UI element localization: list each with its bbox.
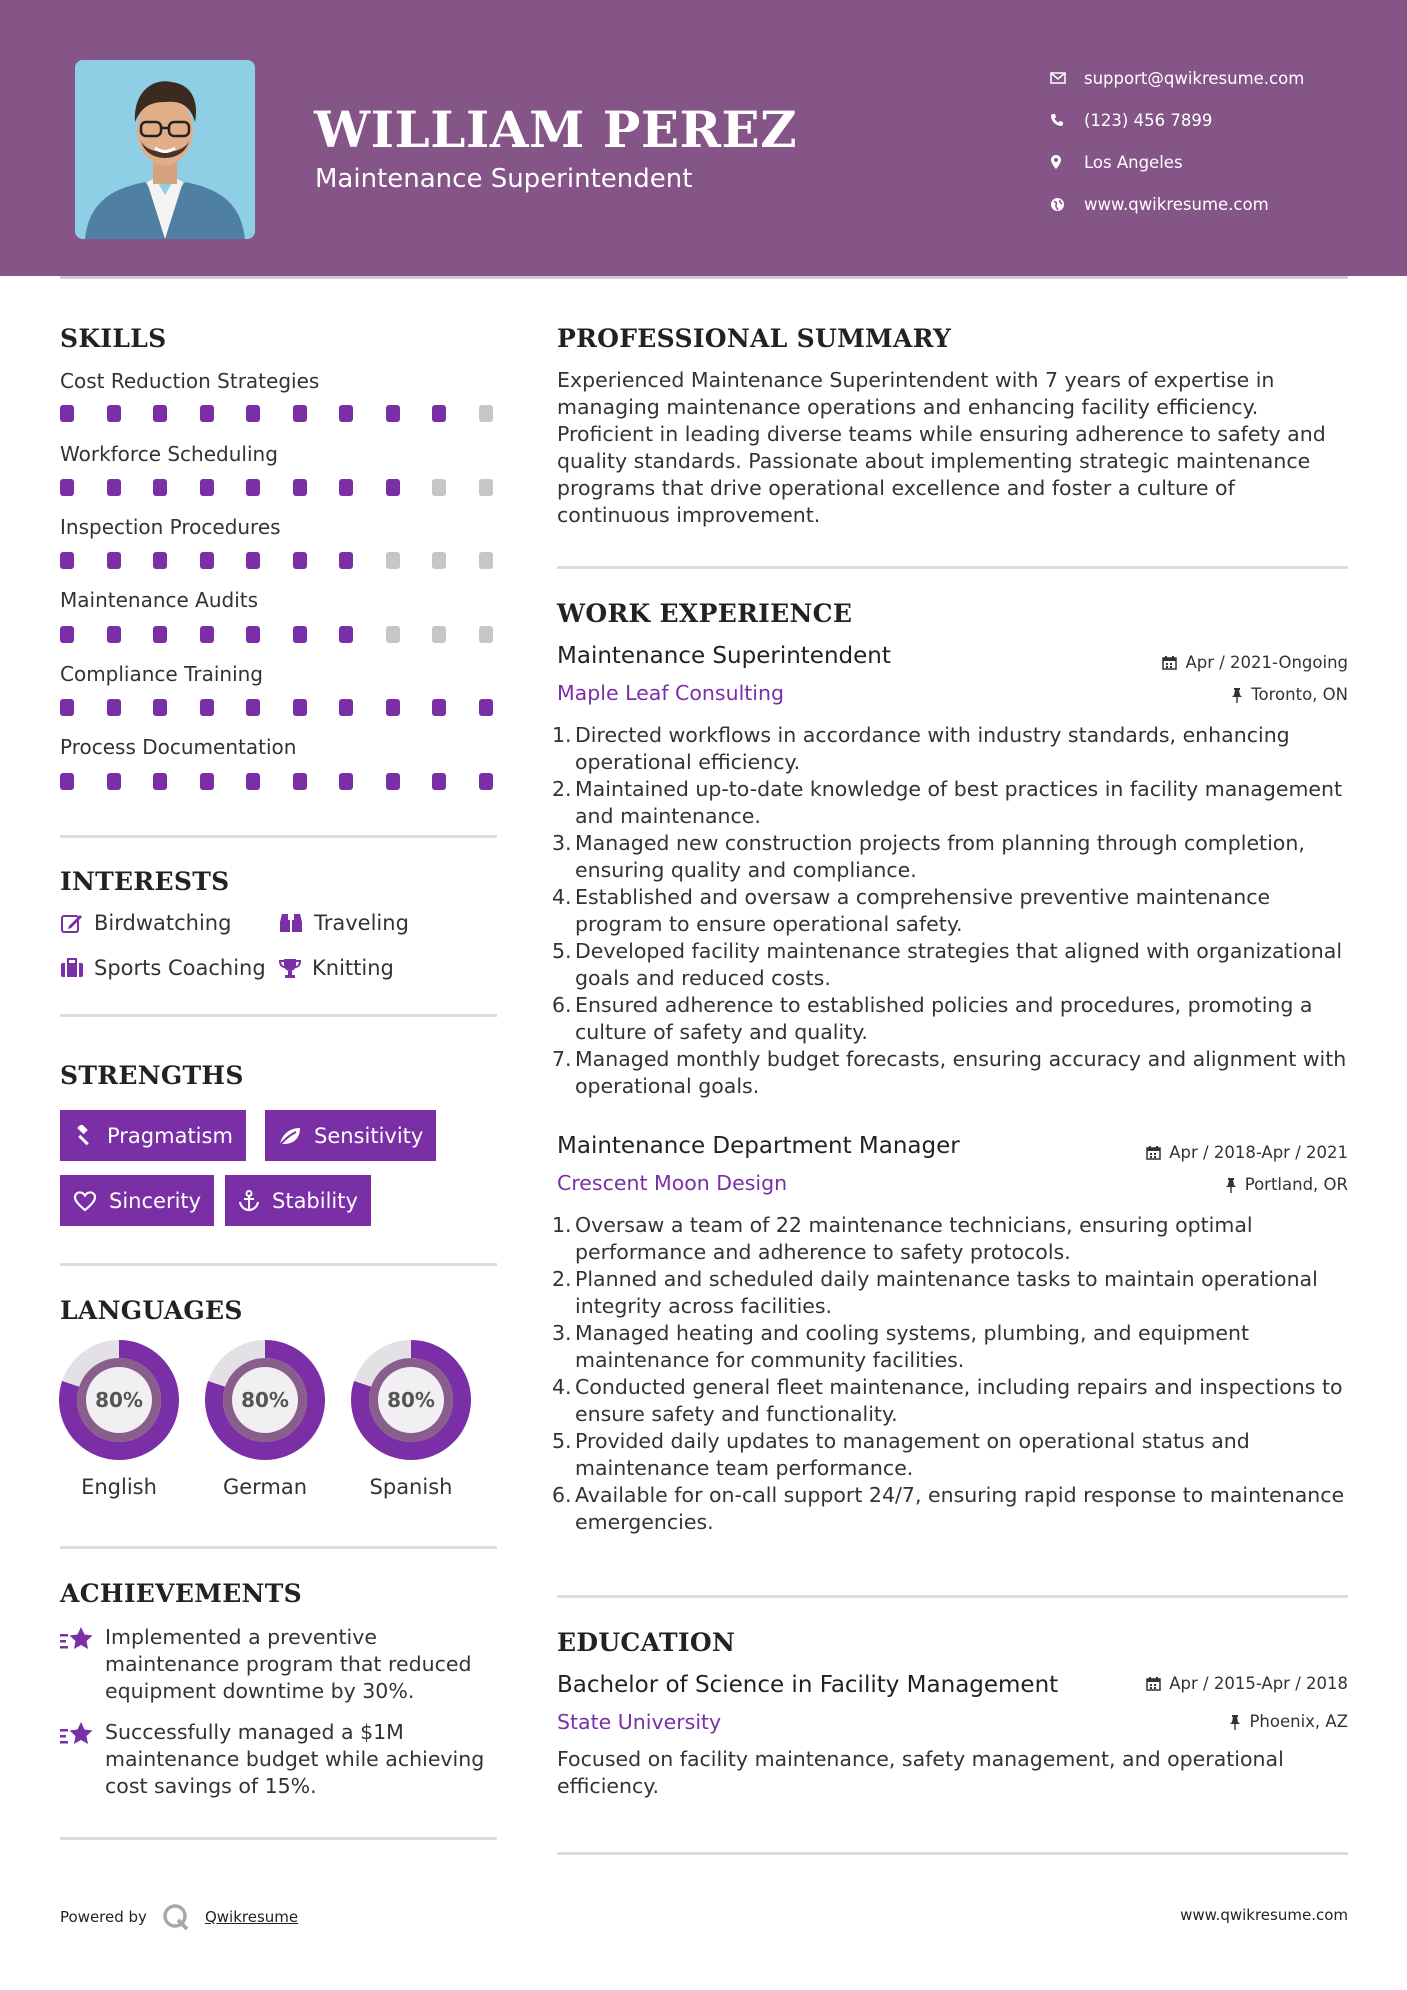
skill-dot-filled [153, 552, 167, 569]
skill-dot-filled [246, 405, 260, 422]
footer-powered-by [60, 1902, 298, 1932]
skill-dot-filled [153, 479, 167, 496]
duty-text: Available for on-call support 24/7, ensuring rapid response to maintenance emergencies. [575, 1483, 1345, 1534]
skill-dot-filled [153, 773, 167, 790]
interest-label: Birdwatching [94, 911, 232, 935]
contact-website[interactable] [1050, 183, 1304, 225]
contact-location [1050, 141, 1304, 183]
achievement-text: Successfully managed a $1M maintenance budget while achieving cost savings of 15%. [105, 1720, 485, 1798]
duty-item [552, 1212, 1352, 1266]
skill-dot-filled [200, 405, 214, 422]
degree-title: Bachelor of Science in Facility Management [557, 1672, 1059, 1698]
language-item [204, 1339, 326, 1499]
language-percent: 80% [241, 1388, 289, 1412]
duty-text: Conducted general fleet maintenance, including repairs and inspections to ensure safety and functionality. [575, 1375, 1343, 1426]
education-dates-text: Apr / 2015-Apr / 2018 [1169, 1674, 1348, 1693]
summary-text: Experienced Maintenance Superintendent with 7 years of expertise in managing maintenance operations and enhancing facility efficiency. Proficient in leading diverse teams while ensuring adherence to safety and quality standards. Passionate about implementing strategic maintenance programs that drive operational excellence and foster a culture of continuous improvement. [557, 368, 1326, 527]
contact-location-text: Los Angeles [1084, 152, 1183, 172]
interest-label: Traveling [314, 911, 409, 935]
skill-dot-filled [246, 479, 260, 496]
duty-item [552, 884, 1352, 938]
strength-label: Pragmatism [107, 1123, 233, 1148]
language-item [58, 1339, 180, 1499]
duty-text: Maintained up-to-date knowledge of best practices in facility management and maintenance. [575, 777, 1343, 828]
calendar-icon [1146, 1145, 1161, 1160]
pushpin-icon [1225, 1177, 1237, 1193]
skill-dot-filled [339, 626, 353, 643]
skill-dot-filled [293, 405, 307, 422]
qwikresume-logo-icon [161, 1902, 191, 1932]
job-dates-text: Apr / 2018-Apr / 2021 [1169, 1143, 1348, 1162]
candidate-name: WILLIAM PEREZ [314, 100, 798, 159]
trophy-icon [278, 957, 302, 979]
skill-label: Maintenance Audits [60, 588, 259, 612]
language-item [350, 1339, 472, 1499]
job-dates-text: Apr / 2021-Ongoing [1185, 653, 1348, 672]
skill-level-dots [60, 479, 525, 496]
phone-icon [1050, 113, 1084, 127]
school-name: State University [557, 1710, 722, 1734]
skill-dot-filled [432, 405, 446, 422]
duty-text: Provided daily updates to management on operational status and maintenance team performance. [575, 1429, 1250, 1480]
skill-dot-filled [386, 773, 400, 790]
skill-label: Compliance Training [60, 662, 263, 686]
duty-text: Managed new construction projects from planning through completion, ensuring quality and compliance. [575, 831, 1305, 882]
interests-heading: INTERESTS [60, 867, 230, 896]
strength-badge [60, 1175, 214, 1226]
skill-dot-empty [479, 405, 493, 422]
company-name: Crescent Moon Design [557, 1171, 788, 1195]
powered-by-text: Powered by [60, 1908, 147, 1926]
envelope-icon [1050, 72, 1084, 84]
strength-badge [60, 1110, 246, 1161]
star-icon [60, 1624, 105, 1705]
duty-item [552, 1482, 1352, 1536]
skill-dot-filled [107, 773, 121, 790]
interest-item [278, 956, 394, 980]
duty-number: 2. [552, 777, 572, 801]
job-duties-list [552, 722, 1352, 1100]
duty-number: 4. [552, 885, 572, 909]
duty-number: 6. [552, 1483, 572, 1507]
skill-dot-filled [479, 699, 493, 716]
job-location [1225, 1175, 1348, 1194]
skill-level-dots [60, 699, 525, 716]
skill-dot-filled [293, 552, 307, 569]
section-divider [557, 1595, 1348, 1598]
company-name: Maple Leaf Consulting [557, 681, 785, 705]
interest-item [60, 956, 266, 980]
skill-dot-filled [386, 699, 400, 716]
skill-dot-filled [153, 626, 167, 643]
strength-label: Sensitivity [314, 1123, 424, 1148]
skill-dot-filled [107, 552, 121, 569]
skill-level-dots [60, 626, 525, 643]
calendar-icon [1146, 1676, 1161, 1691]
job-dates [1162, 653, 1348, 672]
education-dates [1146, 1674, 1348, 1693]
leaf-icon [278, 1126, 302, 1146]
summary-heading: PROFESSIONAL SUMMARY [557, 324, 952, 353]
skill-level-dots [60, 405, 525, 422]
skill-dot-filled [339, 773, 353, 790]
skill-dot-filled [60, 626, 74, 643]
edit-icon [60, 912, 84, 934]
duty-number: 4. [552, 1375, 572, 1399]
language-percent: 80% [387, 1388, 435, 1412]
interest-item [60, 911, 231, 935]
skill-label: Cost Reduction Strategies [60, 369, 320, 393]
duty-item [552, 1428, 1352, 1482]
contact-list [1050, 57, 1304, 225]
skill-dot-filled [246, 552, 260, 569]
duty-number: 1. [552, 1213, 572, 1237]
duty-text: Developed facility maintenance strategies that aligned with organizational goals and reduced costs. [575, 939, 1343, 990]
duty-item [552, 1046, 1352, 1100]
skill-dot-filled [293, 626, 307, 643]
job-location-text: Toronto, ON [1251, 685, 1348, 704]
job-title: Maintenance Superintendent [557, 643, 891, 669]
job-dates [1146, 1143, 1348, 1162]
achievements-heading: ACHIEVEMENTS [60, 1579, 302, 1608]
binoculars-icon [278, 912, 304, 934]
duty-text: Established and oversaw a comprehensive preventive maintenance program to ensure operational safety. [575, 885, 1271, 936]
section-divider [60, 1837, 497, 1840]
duty-text: Oversaw a team of 22 maintenance technicians, ensuring optimal performance and adherence to safety protocols. [575, 1213, 1253, 1264]
skill-dot-filled [107, 405, 121, 422]
language-name: German [222, 1475, 308, 1499]
duty-item [552, 830, 1352, 884]
duty-number: 3. [552, 831, 572, 855]
experience-heading: WORK EXPERIENCE [557, 599, 853, 628]
duty-number: 1. [552, 723, 572, 747]
languages-heading: LANGUAGES [60, 1296, 243, 1325]
strength-badge [225, 1175, 371, 1226]
calendar-icon [1162, 655, 1177, 670]
skill-dot-empty [432, 479, 446, 496]
duty-text: Managed heating and cooling systems, plumbing, and equipment maintenance for community facilities. [575, 1321, 1249, 1372]
duty-number: 3. [552, 1321, 572, 1345]
skill-dot-filled [107, 626, 121, 643]
job-location [1231, 685, 1348, 704]
contact-email-text: support@qwikresume.com [1084, 68, 1305, 88]
strengths-heading: STRENGTHS [60, 1061, 244, 1090]
skill-dot-filled [246, 626, 260, 643]
language-name: Spanish [369, 1475, 453, 1499]
skill-dot-filled [432, 699, 446, 716]
skill-dot-filled [153, 699, 167, 716]
heart-icon [73, 1190, 97, 1212]
skill-label: Inspection Procedures [60, 515, 281, 539]
interest-label: Knitting [312, 956, 394, 980]
skill-label: Workforce Scheduling [60, 442, 278, 466]
interest-label: Sports Coaching [94, 956, 266, 980]
skill-dot-filled [339, 479, 353, 496]
language-percent: 80% [95, 1388, 143, 1412]
duty-item [552, 1320, 1352, 1374]
skill-dot-empty [386, 626, 400, 643]
skill-dot-empty [479, 626, 493, 643]
skill-dot-filled [246, 773, 260, 790]
skill-dot-filled [107, 699, 121, 716]
skill-dot-empty [432, 552, 446, 569]
skill-dot-filled [200, 773, 214, 790]
job-location-text: Portland, OR [1244, 1175, 1348, 1194]
skill-dot-filled [200, 699, 214, 716]
duty-item [552, 1266, 1352, 1320]
skill-dot-filled [200, 479, 214, 496]
language-name: English [81, 1475, 157, 1499]
language-ring [204, 1339, 326, 1461]
skill-dot-empty [386, 552, 400, 569]
duty-text: Directed workflows in accordance with industry standards, enhancing operational efficiency. [575, 723, 1290, 774]
skill-dot-empty [479, 479, 493, 496]
education-location-text: Phoenix, AZ [1249, 1712, 1348, 1731]
skill-label: Process Documentation [60, 735, 297, 759]
globe-icon [1050, 197, 1084, 212]
contact-website-text: www.qwikresume.com [1084, 194, 1269, 214]
skill-dot-filled [386, 479, 400, 496]
suitcase-icon [60, 957, 84, 979]
skill-dot-filled [339, 699, 353, 716]
duty-number: 5. [552, 939, 572, 963]
section-divider [60, 1263, 497, 1266]
footer-url[interactable]: www.qwikresume.com [1180, 1906, 1348, 1924]
map-marker-icon [1050, 154, 1084, 170]
strength-label: Sincerity [109, 1188, 202, 1213]
duty-item [552, 1374, 1352, 1428]
skill-dot-filled [200, 626, 214, 643]
skill-dot-empty [479, 552, 493, 569]
skill-dot-filled [293, 479, 307, 496]
interest-item [278, 911, 409, 935]
skill-dot-filled [293, 699, 307, 716]
duty-item [552, 992, 1352, 1046]
anchor-icon [238, 1190, 260, 1212]
education-heading: EDUCATION [557, 1628, 736, 1657]
duty-item [552, 722, 1352, 776]
section-divider [557, 1852, 1348, 1855]
skill-level-dots [60, 552, 525, 569]
skill-dot-filled [339, 405, 353, 422]
contact-email[interactable] [1050, 57, 1304, 99]
pushpin-icon [1229, 1714, 1241, 1730]
duty-item [552, 776, 1352, 830]
header-divider [60, 276, 1348, 279]
skill-dot-filled [386, 405, 400, 422]
skill-dot-filled [60, 699, 74, 716]
language-ring [350, 1339, 472, 1461]
section-divider [60, 1546, 497, 1549]
skill-dot-filled [60, 773, 74, 790]
duty-text: Managed monthly budget forecasts, ensuring accuracy and alignment with operational goals. [575, 1047, 1347, 1098]
skill-dot-filled [432, 773, 446, 790]
contact-phone[interactable] [1050, 99, 1304, 141]
skill-dot-empty [432, 626, 446, 643]
star-icon [60, 1719, 105, 1800]
education-description: Focused on facility maintenance, safety management, and operational efficiency. [557, 1747, 1284, 1798]
job-title: Maintenance Department Manager [557, 1133, 960, 1159]
education-location [1229, 1712, 1348, 1731]
skill-dot-filled [200, 552, 214, 569]
skill-dot-filled [60, 552, 74, 569]
duty-item [552, 938, 1352, 992]
skill-dot-filled [293, 773, 307, 790]
duty-number: 7. [552, 1047, 572, 1071]
skill-dot-filled [60, 405, 74, 422]
skill-dot-filled [246, 699, 260, 716]
duty-number: 5. [552, 1429, 572, 1453]
section-divider [60, 1014, 497, 1017]
brand-link[interactable]: Qwikresume [204, 1908, 299, 1926]
duty-text: Planned and scheduled daily maintenance tasks to maintain operational integrity across facilities. [575, 1267, 1318, 1318]
candidate-title: Maintenance Superintendent [315, 164, 693, 194]
achievement-text: Implemented a preventive maintenance program that reduced equipment downtime by 30%. [105, 1625, 472, 1703]
duty-number: 6. [552, 993, 572, 1017]
skills-heading: SKILLS [60, 324, 167, 353]
strength-label: Stability [272, 1188, 358, 1213]
skill-dot-filled [339, 552, 353, 569]
skill-dot-filled [153, 405, 167, 422]
strength-badge [265, 1110, 436, 1161]
language-ring [58, 1339, 180, 1461]
gavel-icon [73, 1125, 95, 1147]
achievement-item [60, 1624, 500, 1705]
section-divider [557, 566, 1348, 569]
contact-phone-text: (123) 456 7899 [1084, 110, 1213, 130]
profile-photo [75, 60, 255, 239]
duty-number: 2. [552, 1267, 572, 1291]
pushpin-icon [1231, 687, 1243, 703]
skill-dot-filled [479, 773, 493, 790]
job-duties-list [552, 1212, 1352, 1536]
skill-level-dots [60, 773, 525, 790]
section-divider [60, 835, 497, 838]
duty-text: Ensured adherence to established policies and procedures, promoting a culture of safety and quality. [575, 993, 1313, 1044]
skill-dot-filled [107, 479, 121, 496]
skill-dot-filled [60, 479, 74, 496]
achievement-item [60, 1719, 500, 1800]
